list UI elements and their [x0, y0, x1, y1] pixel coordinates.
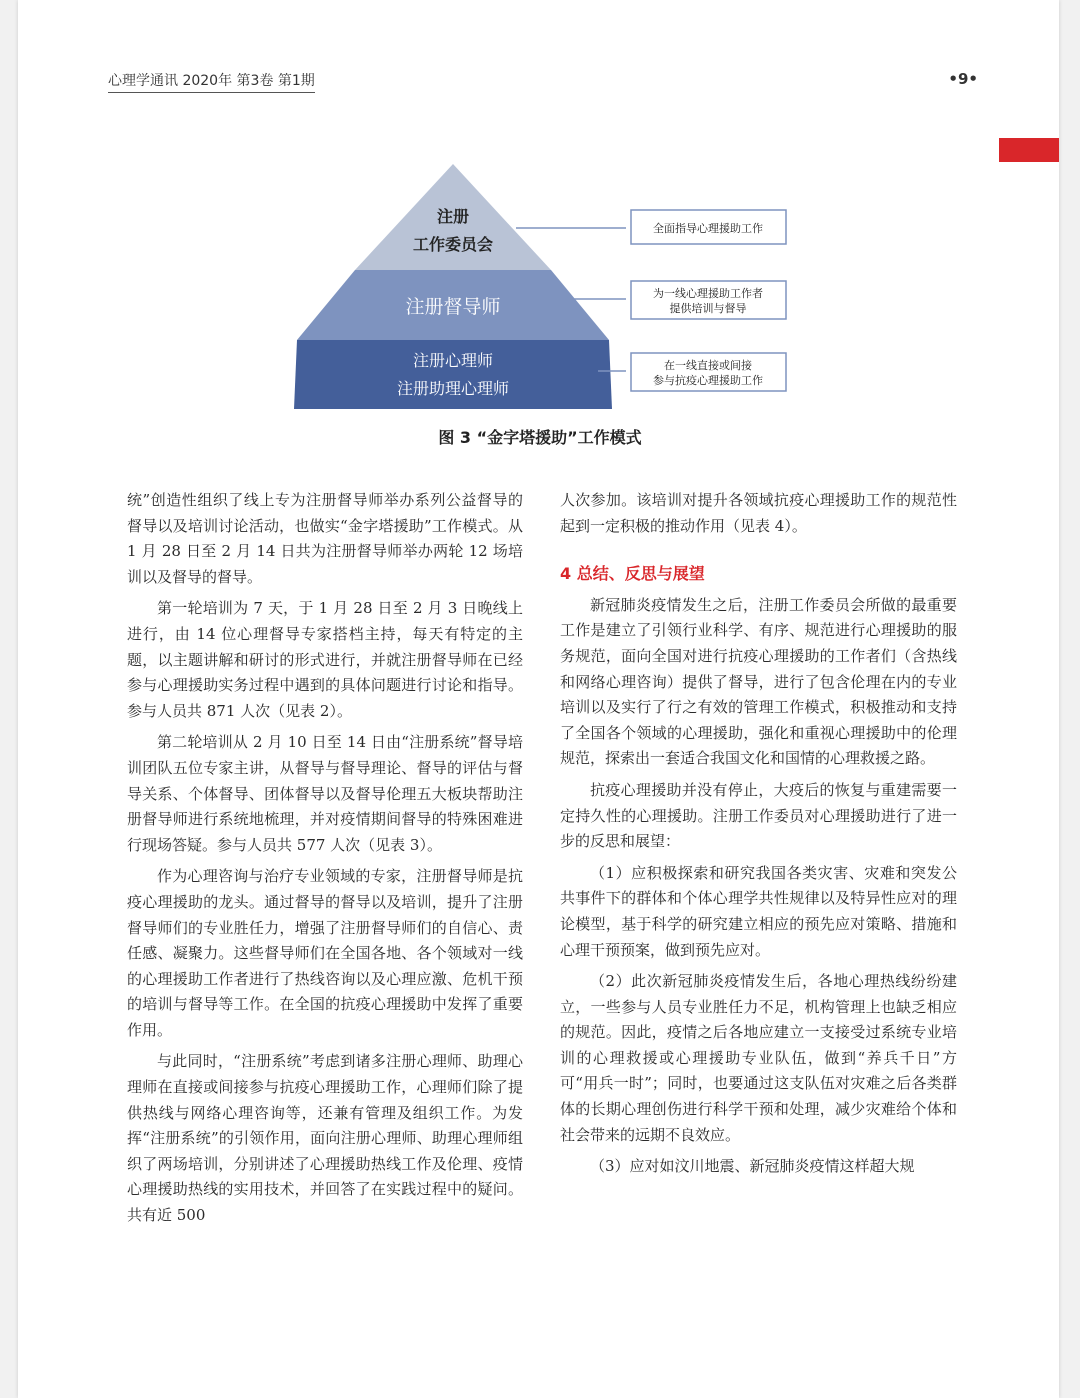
figure-caption: 图 3 “金字塔援助”工作模式	[438, 428, 642, 447]
description-box-3-text-2: 参与抗疫心理援助工作	[653, 374, 763, 387]
pyramid-top-label-1: 注册	[436, 207, 470, 226]
journal-header: 心理学通讯 2020年 第3卷 第1期	[108, 70, 315, 93]
left-paragraph-5: 与此同时，“注册系统”考虑到诸多注册心理师、助理心理师在直接或间接参与抗疫心理援助工作，心理师们除了提供热线与网络心理咨询等，还兼有管理及组织工作。为发挥“注册系统”的引领作用，面向注册心理师、助理心理师组织了两场培训，分别讲述了心理援助热线工作及伦理、疫情心理援助热线的实用技术，并回答了在实践过程中的疑问。共有近 500	[127, 1052, 523, 1225]
left-paragraph-1: 统”创造性组织了线上专为注册督导师举办系列公益督导的督导以及培训讨论活动，也做实“金字塔援助”工作模式。从 1 月 28 日至 2 月 14 日共为注册督导师举办两轮 12 场培训以及督导的督导。	[127, 491, 523, 586]
description-box-3-text-1: 在一线直接或间接	[664, 359, 752, 372]
right-paragraph-2: 新冠肺炎疫情发生之后，注册工作委员会所做的最重要工作是建立了引领行业科学、有序、规范进行心理援助的服务规范，面向全国对进行抗疫心理援助的工作者们（含热线和网络心理咨询）提供了督导，进行了包含伦理在内的专业培训以及实行了行之有效的管理工作模式，积极推动和支持了全国各个领域的心理援助，强化和重视心理援助中的伦理规范，探索出一套适合我国文化和国情的心理救援之路。	[560, 595, 957, 768]
left-paragraph-4: 作为心理咨询与治疗专业领域的专家，注册督导师是抗疫心理援助的龙头。通过督导的督导以及培训，提升了注册督导师们的专业胜任力，增强了注册督导师们的自信心、责任感、凝聚力。这些督导师们在全国各地、各个领域对一线的心理援助工作者进行了热线咨询以及心理应激、危机干预的培训与督导等工作。在全国的抗疫心理援助中发挥了重要作用。	[127, 867, 523, 1039]
pyramid-figure	[0, 0, 1080, 460]
right-column	[560, 488, 957, 1186]
left-column	[127, 488, 523, 1235]
page-number: •9•	[948, 70, 978, 88]
pyramid-bottom-label-2: 注册助理心理师	[396, 379, 510, 398]
right-paragraph-6: （3）应对如汶川地震、新冠肺炎疫情这样超大规	[590, 1157, 915, 1176]
pyramid-bottom-label-1: 注册心理师	[412, 351, 494, 370]
description-box-2-text-2: 提供培训与督导	[669, 302, 747, 315]
left-paragraph-2: 第一轮培训为 7 天，于 1 月 28 日至 2 月 3 日晚线上进行，由 14 位心理督导专家搭档主持，每天有特定的主题，以主题讲解和研讨的形式进行，并就注册督导师在已经参与心理援助实务过程中遇到的具体问题进行讨论和指导。参与人员共 871 人次（见表 2）。	[127, 599, 523, 720]
right-paragraph-5: （2）此次新冠肺炎疫情发生后，各地心理热线纷纷建立，一些参与人员专业胜任力不足，机构管理上也缺乏相应的规范。因此，疫情之后各地应建立一支接受过系统专业培训的心理救援或心理援助专业队伍，做到“养兵千日”方可“用兵一时”；同时，也要通过这支队伍对灾难之后各类群体的长期心理创伤进行科学干预和处理，减少灾难给个体和社会带来的远期不良效应。	[560, 972, 957, 1144]
description-box-1-text: 全面指导心理援助工作	[653, 222, 763, 235]
description-box-2-text-1: 为一线心理援助工作者	[653, 287, 763, 300]
left-paragraph-3: 第二轮培训从 2 月 10 日至 14 日由“注册系统”督导培训团队五位专家主讲，从督导与督导理论、督导的评估与督导关系、个体督导、团体督导以及督导伦理五大板块帮助注册督导师进行系统地梳理，并对疫情期间督导的特殊困难进行现场答疑。参与人员共 577 人次（见表 3）。	[127, 733, 523, 854]
pyramid-top-label-2: 工作委员会	[412, 235, 494, 254]
right-paragraph-4: （1）应积极探索和研究我国各类灾害、灾难和突发公共事件下的群体和个体心理学共性规律以及特异性应对的理论模型，基于科学的研究建立相应的预先应对策略、措施和心理干预预案，做到预先应对。	[560, 863, 957, 959]
pyramid-middle-label: 注册督导师	[405, 296, 501, 318]
right-paragraph-3: 抗疫心理援助并没有停止，大疫后的恢复与重建需要一定持久性的心理援助。注册工作委员对心理援助进行了进一步的反思和展望：	[560, 780, 957, 851]
right-paragraph-1: 人次参加。该培训对提升各领域抗疫心理援助工作的规范性起到一定积极的推动作用（见表 4）。	[560, 491, 957, 535]
section-title: 4 总结、反思与展望	[560, 564, 705, 584]
